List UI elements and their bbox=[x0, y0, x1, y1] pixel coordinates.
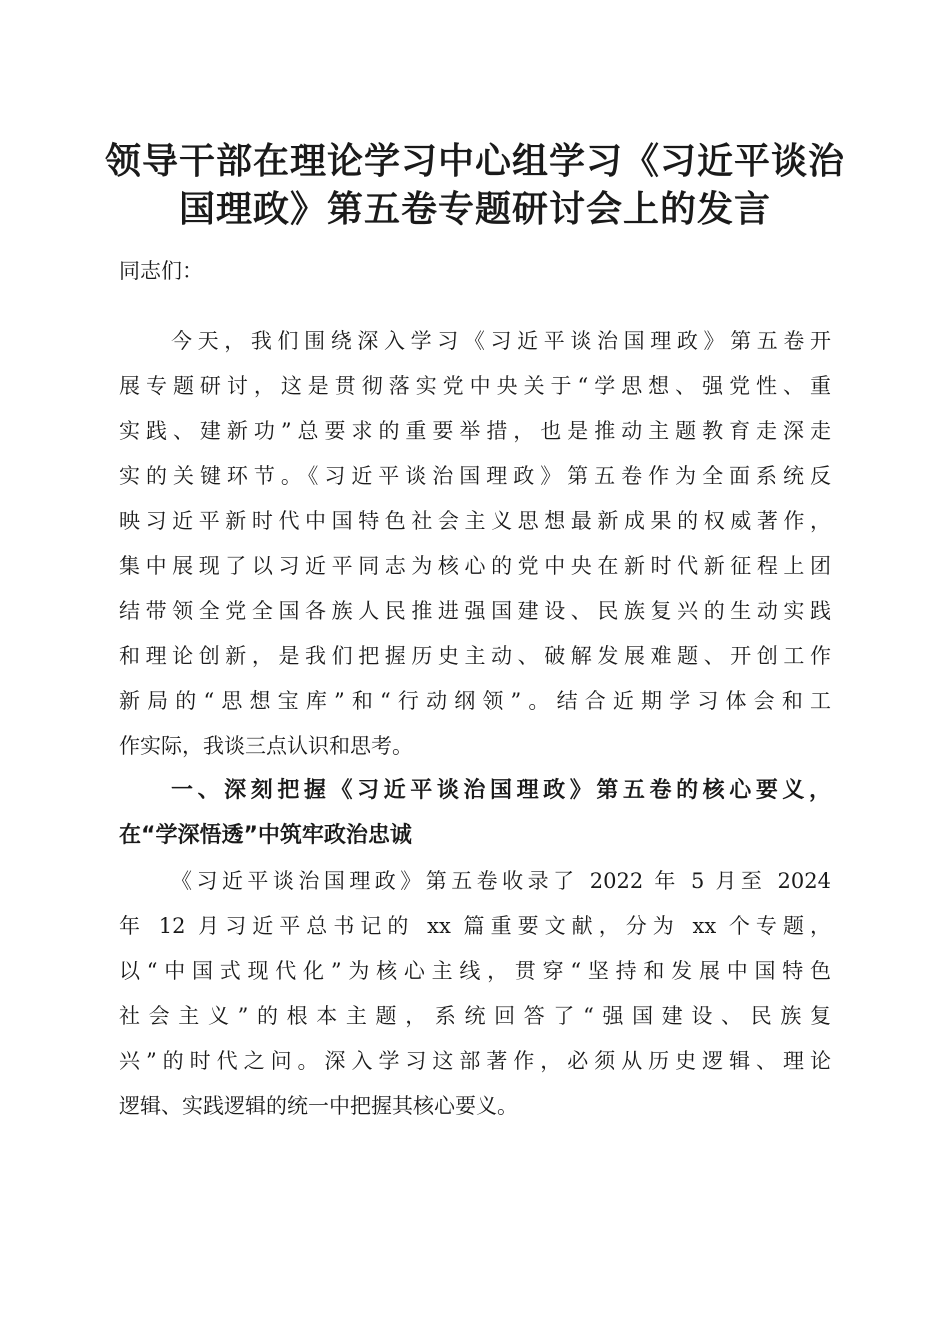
paragraph-1-line: 新局的“思想宝库”和“行动纲领”。结合近期学习体会和工 bbox=[119, 689, 831, 713]
paragraph-2-line: 年 12 月习近平总书记的 xx 篇重要文献，分为 xx 个专题， bbox=[119, 914, 831, 938]
paragraph-1-line: 实的关键环节。《习近平谈治国理政》第五卷作为全面系统反 bbox=[119, 464, 831, 488]
paragraph-2-line: 以“中国式现代化”为核心主线，贯穿“坚持和发展中国特色 bbox=[119, 959, 831, 983]
paragraph-2-line: 社会主义”的根本主题，系统回答了“强国建设、民族复 bbox=[119, 1004, 831, 1028]
paragraph-1-line: 映习近平新时代中国特色社会主义思想最新成果的权威著作， bbox=[119, 509, 831, 533]
paragraph-1-line: 结带领全党全国各族人民推进强国建设、民族复兴的生动实践 bbox=[119, 599, 831, 623]
paragraph-1-line: 实践、建新功”总要求的重要举措，也是推动主题教育走深走 bbox=[119, 419, 831, 443]
salutation: 同志们： bbox=[119, 259, 203, 283]
paragraph-1-line: 展专题研讨，这是贯彻落实党中央关于“学思想、强党性、重 bbox=[119, 374, 831, 398]
document-title-line-2: 国理政》第五卷专题研讨会上的发言 bbox=[178, 188, 771, 230]
document-title-line-1: 领导干部在理论学习中心组学习《习近平谈治 bbox=[104, 140, 845, 182]
paragraph-1-line: 今天，我们围绕深入学习《习近平谈治国理政》第五卷开 bbox=[171, 329, 831, 353]
paragraph-2-line: 《习近平谈治国理政》第五卷收录了 2022 年 5 月至 2024 bbox=[171, 869, 831, 893]
section-heading-1-line: 在“学深悟透”中筑牢政治忠诚 bbox=[119, 823, 412, 848]
section-heading-1-line: 一、深刻把握《习近平谈治国理政》第五卷的核心要义， bbox=[171, 778, 831, 803]
paragraph-1-line: 和理论创新，是我们把握历史主动、破解发展难题、开创工作 bbox=[119, 644, 831, 668]
paragraph-1-line: 作实际，我谈三点认识和思考。 bbox=[119, 734, 413, 758]
paragraph-2-line: 兴”的时代之问。深入学习这部著作，必须从历史逻辑、理论 bbox=[119, 1049, 831, 1073]
paragraph-1-line: 集中展现了以习近平同志为核心的党中央在新时代新征程上团 bbox=[119, 554, 831, 578]
paragraph-2-line: 逻辑、实践逻辑的统一中把握其核心要义。 bbox=[119, 1094, 518, 1118]
